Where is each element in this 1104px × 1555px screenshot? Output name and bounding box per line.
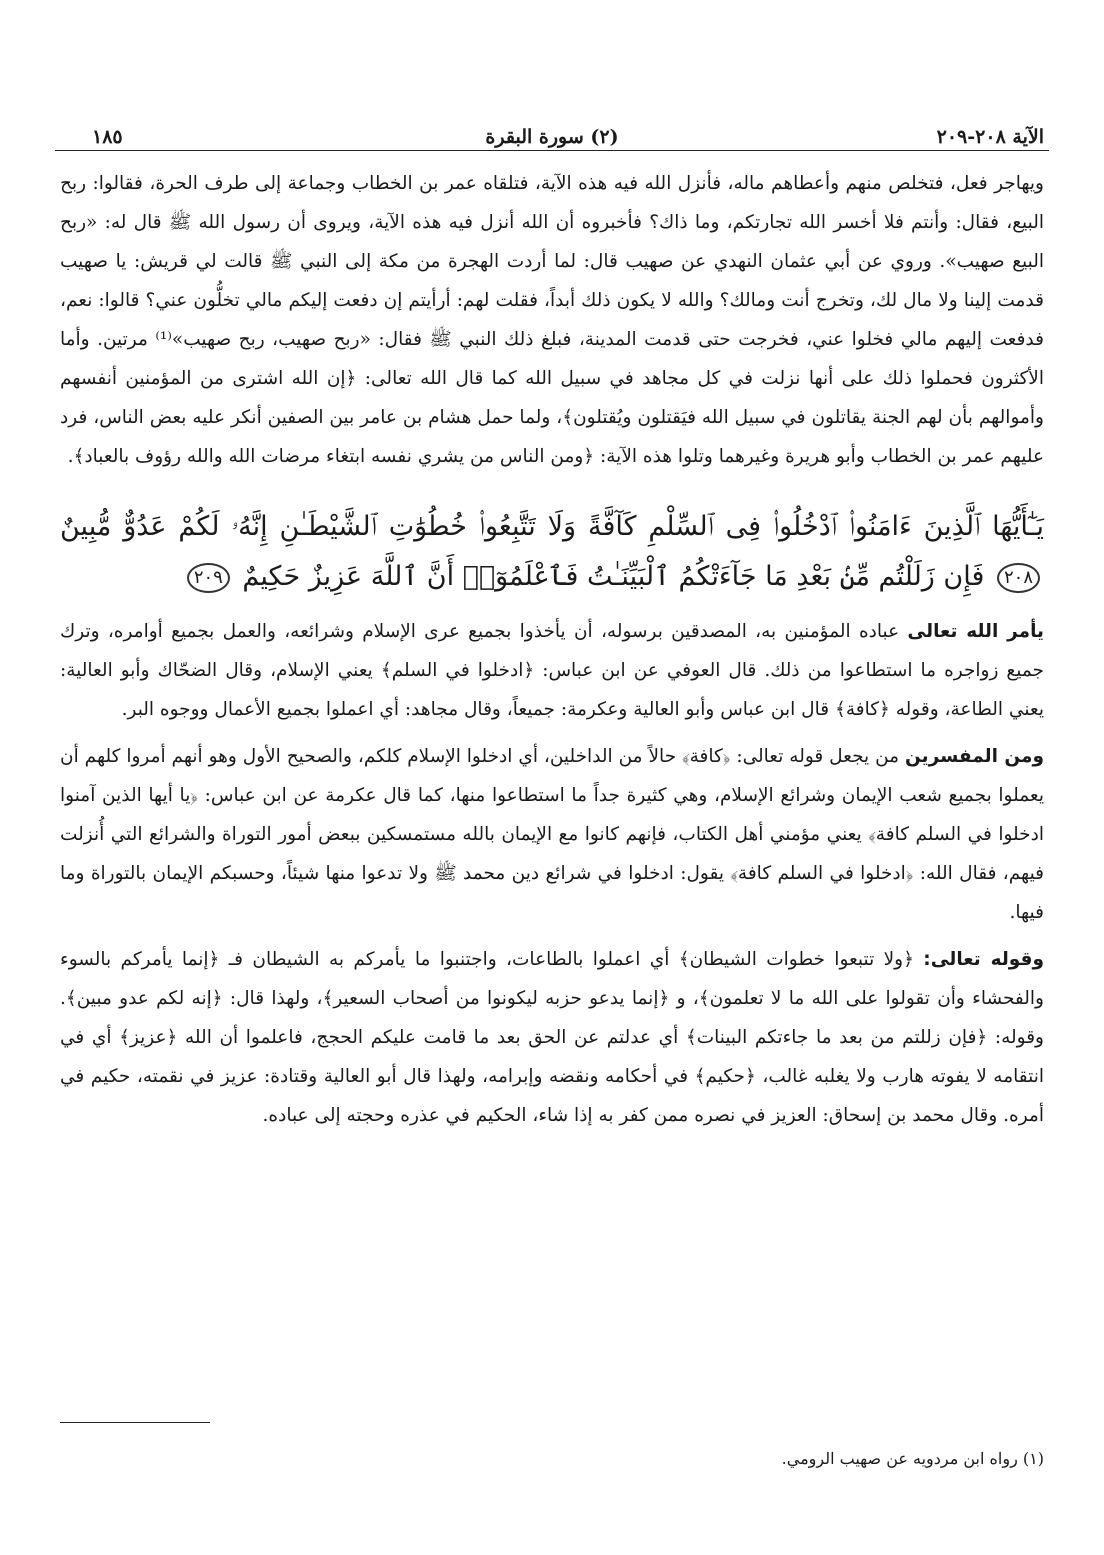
verse-range-label: الآية ٢٠٨-٢٠٩ <box>936 126 1044 148</box>
quran-verse-block <box>60 502 1044 602</box>
footnote: (١) رواه ابن مردويه عن صهيب الرومي. <box>781 1449 1044 1468</box>
footnote-divider <box>60 1422 210 1423</box>
header-divider <box>55 150 1049 151</box>
commentary-paragraph-1 <box>60 612 1044 729</box>
page-body <box>60 164 1044 1135</box>
paragraph-hijra-story <box>60 164 1044 476</box>
commentary-paragraph-2 <box>60 737 1044 932</box>
paragraph-text: من يجعل قوله تعالى: ﴿كافة﴾ حالاً من الداخلين، أي ادخلوا الإسلام كلكم، والصحيح الأول وهو أنهم أمروا كلهم أن يعملوا بجميع شعب الإيمان وشرائع الإسلام، وهي كثيرة جداً ما استطاعوا منها، كما قال عكرمة عن ابن عباس: ﴿يا أيها الذين آمنوا ادخلوا في السلم كافة﴾ يعني مؤمني أهل الكتاب، فإنهم كانوا مع الإيمان بالله مستمسكين ببعض أمور التوراة والشرائع التي أُنزلت فيهم، فقال الله: ﴿ادخلوا في السلم كافة﴾ يقول: ادخلوا في شرائع دين محمد ﷺ ولا تدعوا منها شيئاً، وحسبكم الإيمان بالتوراة وما فيها. <box>60 746 1044 923</box>
paragraph-text: ويهاجر فعل، فتخلص منهم وأعطاهم ماله، فأنزل الله فيه هذه الآية، فتلقاه عمر بن الخطاب وجماعة إلى طرف الحرة، فقالوا: ربح البيع، فقال: وأنتم فلا أخسر الله تجارتكم، وما ذاك؟ فأخبروه أن الله أنزل فيه هذه الآية، ويروى أن رسول الله ﷺ قال له: «ربح البيع صهيب». وروي عن أبي عثمان النهدي عن صهيب قال: لما أردت الهجرة من مكة إلى النبي ﷺ قالت لي قريش: يا صهيب قدمت إلينا ولا مال لك، وتخرج أنت ومالك؟ والله لا يكون ذلك أبداً، فقلت لهم: أرأيتم إن دفعت إليكم مالي تخلُّون عني؟ قالوا: نعم، فدفعت إليهم مالي فخلوا عني، فخرجت حتى قدمت المدينة، فبلغ ذلك النبي ﷺ فقال: «ربح صهيب، ربح صهيب»⁽¹⁾ مرتين. وأما الأكثرون فحملوا ذلك على أنها نزلت في كل مجاهد في سبيل الله كما قال الله تعالى: ﴿إن الله اشترى من المؤمنين أنفسهم وأموالهم بأن لهم الجنة يقاتلون في سبيل الله فيَقتلون ويُقتلون﴾، ولما حمل هشام بن عامر بين الصفين أنكر عليه بعض الناس، فرد عليهم عمر بن الخطاب وأبو هريرة وغيرهما وتلوا هذه الآية: ﴿ومن الناس من يشري نفسه ابتغاء مرضات الله والله رؤوف بالعباد﴾. <box>60 173 1044 467</box>
verse-text-209: فَإِن زَلَلْتُم مِّنۢ بَعْدِ مَا جَآءَتْكُمُ ٱلْبَيِّنَـٰتُ فَٱعْلَمُوٓا۟ أَنَّ ٱللَّهَ عَزِيزٌ حَكِيمٌ <box>242 561 985 592</box>
running-header <box>60 118 1044 158</box>
page-number: ١٨٥ <box>92 126 123 148</box>
verse-number-209: ٢٠٩ <box>187 563 230 593</box>
paragraph-text: ﴿ولا تتبعوا خطوات الشيطان﴾ أي اعملوا بالطاعات، واجتنبوا ما يأمركم به الشيطان فـ ﴿إنما يأمركم بالسوء والفحشاء وأن تقولوا على الله ما لا تعلمون﴾، و ﴿إنما يدعو حزبه ليكونوا من أصحاب السعير﴾، ولهذا قال: ﴿إنه لكم عدو مبين﴾. وقوله: ﴿فإن زللتم من بعد ما جاءتكم البينات﴾ أي عدلتم عن الحق بعد ما قامت عليكم الحجج، فاعلموا أن الله ﴿عزيز﴾ أي في انتقامه لا يفوته هارب ولا يغلبه غالب، ﴿حكيم﴾ في أحكامه ونقضه وإبرامه، ولهذا قال أبو العالية وقتادة: عزيز في نقمته، حكيم في أمره. وقال محمد بن إسحاق: العزيز في نصره ممن كفر به إذا شاء، الحكيم في عذره وحجته إلى عباده. <box>60 949 1044 1126</box>
commentary-paragraph-3 <box>60 940 1044 1135</box>
verse-text-208: يَـٰٓأَيُّهَا ٱلَّذِينَ ءَامَنُوا۟ ٱدْخُلُوا۟ فِى ٱلسِّلْمِ كَآفَّةً وَلَا تَتَّبِعُوا۟ خُطُوَٰتِ ٱلشَّيْطَـٰنِ إِنَّهُۥ لَكُمْ عَدُوٌّ مُّبِينٌ <box>60 511 1044 542</box>
paragraph-text: عباده المؤمنين به، المصدقين برسوله، أن يأخذوا بجميع عرى الإسلام وشرائعه، والعمل بجميع أوامره، وترك جميع زواجره ما استطاعوا من ذلك. قال العوفي عن ابن عباس: ﴿ادخلوا في السلم﴾ يعني الإسلام، وقال الضحّاك وأبو العالية: يعني الطاعة، وقوله ﴿كافة﴾ قال ابن عباس وأبو العالية وعكرمة: جميعاً، وقال مجاهد: أي اعملوا بجميع الأعمال ووجوه البر. <box>60 621 1044 720</box>
surah-title: (٢) سورة البقرة <box>485 126 619 148</box>
paragraph-lead: وقوله تعالى: <box>923 949 1044 970</box>
paragraph-lead: يأمر الله تعالى <box>907 621 1044 642</box>
verse-number-208: ٢٠٨ <box>997 563 1040 593</box>
paragraph-lead: ومن المفسرين <box>904 746 1044 767</box>
